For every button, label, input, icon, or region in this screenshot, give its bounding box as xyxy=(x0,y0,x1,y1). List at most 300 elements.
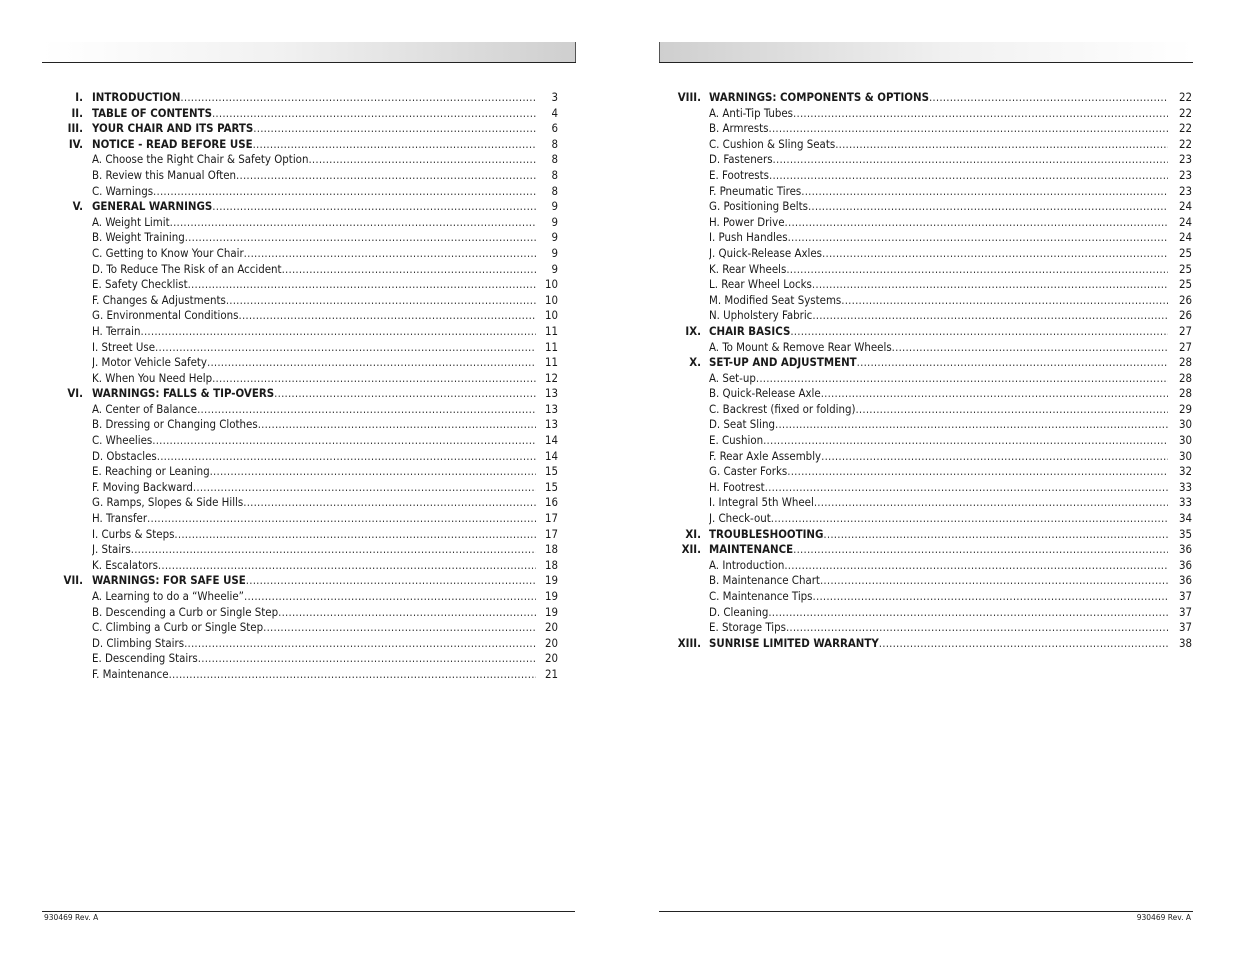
dot-leader xyxy=(212,199,536,215)
header-rule xyxy=(659,62,1193,63)
toc-subsection-entry xyxy=(42,324,558,340)
toc-entry-title: E. Reaching or Leaning xyxy=(92,464,210,479)
toc-entry-title: WARNINGS: FOR SAFE USE xyxy=(92,573,246,588)
toc-page-number: 20 xyxy=(544,620,558,635)
toc-subsection-entry xyxy=(659,495,1192,511)
dot-leader xyxy=(775,417,1168,433)
toc-subsection-entry xyxy=(42,168,558,184)
toc-page-number: 8 xyxy=(551,183,558,198)
dot-leader xyxy=(765,480,1168,496)
toc-page-number: 26 xyxy=(1178,308,1192,323)
toc-entry-title: G. Caster Forks xyxy=(709,464,788,479)
toc-subsection-entry xyxy=(659,371,1192,387)
toc-page-number: 24 xyxy=(1178,199,1192,214)
toc-page-number: 36 xyxy=(1178,573,1192,588)
toc-subsection-entry xyxy=(42,152,558,168)
toc-subsection-entry xyxy=(659,402,1192,418)
toc-entry-title: A. To Mount & Remove Rear Wheels xyxy=(709,339,892,354)
toc-page-number: 20 xyxy=(544,651,558,666)
dot-leader xyxy=(821,449,1168,465)
toc-entry-line xyxy=(92,589,558,605)
dot-leader xyxy=(236,168,536,184)
toc-entry-line xyxy=(92,511,558,527)
toc-entry-line xyxy=(92,449,558,465)
toc-entry-title: K. Rear Wheels xyxy=(709,261,787,276)
footer-rule xyxy=(659,911,1193,912)
toc-entry-line xyxy=(92,340,558,356)
toc-entry-title: J. Stairs xyxy=(92,542,131,557)
toc-entry-title: D. Seat Sling xyxy=(709,417,775,432)
toc-subsection-entry xyxy=(659,464,1192,480)
dot-leader xyxy=(207,355,536,371)
toc-entry-line xyxy=(92,573,558,589)
dot-leader xyxy=(278,605,536,621)
toc-section-entry xyxy=(659,355,1192,371)
dot-leader xyxy=(147,511,536,527)
toc-entry-line xyxy=(709,152,1192,168)
dot-leader xyxy=(243,495,536,511)
toc-subsection-entry xyxy=(42,402,558,418)
toc-entry-line xyxy=(92,137,558,153)
toc-entry-line xyxy=(92,90,558,106)
toc-subsection-entry xyxy=(42,433,558,449)
dot-leader xyxy=(785,215,1168,231)
dot-leader xyxy=(786,620,1168,636)
toc-entry-line xyxy=(92,371,558,387)
toc-entry-line xyxy=(709,308,1192,324)
toc-entry-title: A. Introduction xyxy=(709,557,785,572)
toc-page-number: 11 xyxy=(544,323,558,338)
toc-page-number: 22 xyxy=(1178,90,1192,104)
toc-page-number: 12 xyxy=(544,370,558,385)
toc-entry-title: I. Curbs & Steps xyxy=(92,526,175,541)
dot-leader xyxy=(756,371,1168,387)
toc-entry-title: H. Transfer xyxy=(92,511,148,526)
toc-entry-line xyxy=(709,402,1192,418)
toc-subsection-entry xyxy=(659,199,1192,215)
toc-entry-title: B. Weight Training xyxy=(92,230,185,245)
toc-page-number: 35 xyxy=(1178,526,1192,541)
dot-leader xyxy=(258,417,536,433)
toc-entry-title: TABLE OF CONTENTS xyxy=(92,105,212,120)
toc-section-entry xyxy=(42,90,558,106)
toc-subsection-entry xyxy=(659,152,1192,168)
toc-section-entry xyxy=(42,573,558,589)
toc-page-number: 8 xyxy=(551,136,558,151)
dot-leader xyxy=(170,215,536,231)
dot-leader xyxy=(786,262,1168,278)
toc-subsection-entry xyxy=(42,230,558,246)
toc-subsection-entry xyxy=(659,511,1192,527)
toc-entry-line xyxy=(709,371,1192,387)
dot-leader xyxy=(820,573,1168,589)
toc-subsection-entry xyxy=(42,667,558,683)
toc-entry-line xyxy=(709,137,1192,153)
footer-rule xyxy=(42,911,575,912)
dot-leader xyxy=(184,636,536,652)
toc-entry-line xyxy=(92,433,558,449)
toc-entry-line xyxy=(709,121,1192,137)
toc-entry-title: SUNRISE LIMITED WARRANTY xyxy=(709,635,879,650)
toc-entry-title: L. Rear Wheel Locks xyxy=(709,277,812,292)
toc-entry-title: B. Review this Manual Often xyxy=(92,167,237,182)
toc-entry-line xyxy=(709,495,1192,511)
dot-leader xyxy=(812,308,1168,324)
toc-entry-line xyxy=(709,511,1192,527)
toc-entry-title: G. Positioning Belts xyxy=(709,199,808,214)
toc-entry-title: A. Choose the Right Chair & Safety Option xyxy=(92,152,309,167)
table-of-contents xyxy=(42,90,558,683)
toc-entry-line xyxy=(709,355,1192,371)
toc-entry-title: B. Armrests xyxy=(709,121,769,136)
toc-entry-line xyxy=(92,480,558,496)
dot-leader xyxy=(823,527,1168,543)
toc-entry-title: A. Center of Balance xyxy=(92,401,198,416)
toc-subsection-entry xyxy=(42,215,558,231)
toc-entry-line xyxy=(92,355,558,371)
dot-leader xyxy=(253,121,536,137)
toc-page-number: 18 xyxy=(544,542,558,557)
dot-leader xyxy=(253,137,536,153)
toc-subsection-entry xyxy=(659,573,1192,589)
toc-page-number: 29 xyxy=(1178,401,1192,416)
toc-page-number: 28 xyxy=(1178,386,1192,401)
toc-section-number: VII. xyxy=(63,573,83,588)
toc-entry-line xyxy=(709,605,1192,621)
toc-subsection-entry xyxy=(42,636,558,652)
toc-entry-line xyxy=(709,340,1192,356)
toc-entry-line xyxy=(709,199,1192,215)
toc-page-number: 28 xyxy=(1178,355,1192,370)
toc-subsection-entry xyxy=(659,168,1192,184)
toc-page-number: 38 xyxy=(1178,635,1192,650)
toc-entry-title: G. Environmental Conditions xyxy=(92,308,239,323)
dot-leader xyxy=(768,605,1168,621)
toc-entry-line xyxy=(709,636,1192,652)
toc-entry-title: CHAIR BASICS xyxy=(709,323,791,338)
dot-leader xyxy=(198,651,536,667)
toc-entry-line xyxy=(709,558,1192,574)
toc-section-number: II. xyxy=(71,105,83,120)
toc-entry-line xyxy=(92,527,558,543)
toc-subsection-entry xyxy=(42,355,558,371)
dot-leader xyxy=(841,293,1168,309)
toc-page-number: 20 xyxy=(544,635,558,650)
dot-leader xyxy=(193,480,536,496)
toc-page-number: 13 xyxy=(544,417,558,432)
dot-leader xyxy=(282,262,536,278)
toc-entry-line xyxy=(709,246,1192,262)
toc-page-number: 10 xyxy=(544,308,558,323)
toc-subsection-entry xyxy=(659,215,1192,231)
toc-entry-line xyxy=(709,106,1192,122)
dot-leader xyxy=(174,527,536,543)
toc-subsection-entry xyxy=(42,308,558,324)
dot-leader xyxy=(788,230,1168,246)
toc-page-number: 23 xyxy=(1178,152,1192,167)
toc-page-number: 22 xyxy=(1178,136,1192,151)
toc-page-number: 4 xyxy=(551,105,558,120)
toc-page-number: 9 xyxy=(551,199,558,214)
footer-doc-number: 930469 Rev. A xyxy=(1136,913,1191,922)
toc-subsection-entry xyxy=(42,417,558,433)
toc-page-number: 6 xyxy=(551,121,558,136)
toc-entry-title: C. Maintenance Tips xyxy=(709,589,813,603)
toc-subsection-entry xyxy=(659,121,1192,137)
toc-section-entry xyxy=(42,106,558,122)
toc-entry-line xyxy=(92,168,558,184)
dot-leader xyxy=(244,246,536,262)
toc-subsection-entry xyxy=(659,433,1192,449)
toc-entry-line xyxy=(709,433,1192,449)
toc-page-number: 26 xyxy=(1178,292,1192,307)
toc-entry-line xyxy=(709,480,1192,496)
toc-entry-line xyxy=(92,215,558,231)
toc-subsection-entry xyxy=(659,558,1192,574)
toc-entry-line xyxy=(92,277,558,293)
toc-page-number: 11 xyxy=(544,339,558,354)
toc-entry-title: B. Descending a Curb or Single Step xyxy=(92,604,279,619)
toc-entry-title: B. Maintenance Chart xyxy=(709,573,820,588)
toc-subsection-entry xyxy=(659,386,1192,402)
toc-page-number: 19 xyxy=(544,589,558,603)
toc-page-number: 17 xyxy=(544,526,558,541)
toc-entry-line xyxy=(92,495,558,511)
toc-section-entry xyxy=(42,137,558,153)
toc-page-number: 33 xyxy=(1178,479,1192,494)
toc-entry-line xyxy=(92,308,558,324)
toc-page-number: 9 xyxy=(551,245,558,260)
toc-entry-title: K. When You Need Help xyxy=(92,370,213,385)
toc-page-number: 27 xyxy=(1178,323,1192,338)
toc-entry-line xyxy=(92,293,558,309)
toc-entry-title: J. Check-out xyxy=(709,511,771,526)
toc-entry-line xyxy=(92,402,558,418)
toc-subsection-entry xyxy=(659,106,1192,122)
toc-section-entry xyxy=(42,199,558,215)
toc-entry-line xyxy=(92,605,558,621)
dot-leader xyxy=(152,433,536,449)
toc-entry-title: D. Fasteners xyxy=(709,152,773,167)
toc-entry-line xyxy=(92,417,558,433)
toc-entry-line xyxy=(709,277,1192,293)
toc-page-number: 17 xyxy=(544,511,558,526)
toc-entry-title: C. Getting to Know Your Chair xyxy=(92,245,244,260)
toc-entry-title: E. Footrests xyxy=(709,167,769,182)
dot-leader xyxy=(793,542,1168,558)
toc-subsection-entry xyxy=(659,137,1192,153)
toc-section-entry xyxy=(659,636,1192,652)
toc-page-number: 22 xyxy=(1178,121,1192,136)
toc-subsection-entry xyxy=(659,262,1192,278)
toc-entry-title: D. Climbing Stairs xyxy=(92,635,185,650)
toc-subsection-entry xyxy=(659,308,1192,324)
toc-subsection-entry xyxy=(42,527,558,543)
toc-subsection-entry xyxy=(42,651,558,667)
toc-page-number: 30 xyxy=(1178,448,1192,463)
dot-leader xyxy=(185,230,536,246)
toc-entry-title: C. Wheelies xyxy=(92,433,153,448)
toc-section-entry xyxy=(659,527,1192,543)
toc-page-number: 10 xyxy=(544,277,558,292)
toc-subsection-entry xyxy=(42,293,558,309)
toc-entry-title: A. Anti-Tip Tubes xyxy=(709,105,794,120)
toc-entry-title: J. Quick-Release Axles xyxy=(709,245,823,260)
toc-entry-title: INTRODUCTION xyxy=(92,90,181,104)
dot-leader xyxy=(812,277,1168,293)
toc-section-number: X. xyxy=(689,355,701,370)
toc-entry-title: H. Footrest xyxy=(709,479,765,494)
toc-entry-line xyxy=(92,464,558,480)
toc-entry-line xyxy=(709,573,1192,589)
toc-page-number: 10 xyxy=(544,292,558,307)
toc-entry-title: B. Dressing or Changing Clothes xyxy=(92,417,258,432)
toc-entry-title: TROUBLESHOOTING xyxy=(709,526,824,541)
toc-entry-title: I. Integral 5th Wheel xyxy=(709,495,814,510)
toc-section-number: IX. xyxy=(685,323,701,338)
toc-subsection-entry xyxy=(659,184,1192,200)
toc-entry-line xyxy=(709,90,1192,106)
toc-page-number: 19 xyxy=(544,573,558,588)
toc-entry-line xyxy=(709,293,1192,309)
toc-entry-line xyxy=(92,184,558,200)
toc-page-number: 18 xyxy=(544,557,558,572)
toc-entry-title: WARNINGS: COMPONENTS & OPTIONS xyxy=(709,90,929,104)
toc-page-number: 24 xyxy=(1178,230,1192,245)
toc-page-number: 3 xyxy=(551,90,558,104)
toc-entry-line xyxy=(709,527,1192,543)
dot-leader xyxy=(308,152,536,168)
dot-leader xyxy=(855,402,1168,418)
toc-subsection-entry xyxy=(42,464,558,480)
toc-entry-line xyxy=(92,324,558,340)
toc-entry-title: K. Escalators xyxy=(92,557,158,572)
dot-leader xyxy=(808,199,1168,215)
toc-section-entry xyxy=(659,324,1192,340)
toc-page-number: 30 xyxy=(1178,417,1192,432)
toc-entry-title: SET-UP AND ADJUSTMENT xyxy=(709,355,857,370)
toc-subsection-entry xyxy=(42,495,558,511)
toc-entry-line xyxy=(709,168,1192,184)
toc-entry-title: I. Push Handles xyxy=(709,230,788,245)
toc-subsection-entry xyxy=(42,542,558,558)
toc-page-number: 23 xyxy=(1178,183,1192,198)
dot-leader xyxy=(813,589,1168,605)
toc-page-number: 19 xyxy=(544,604,558,619)
toc-page-number: 33 xyxy=(1178,495,1192,510)
toc-subsection-entry xyxy=(659,589,1192,605)
toc-entry-line xyxy=(92,636,558,652)
table-of-contents xyxy=(659,90,1192,651)
toc-page-number: 28 xyxy=(1178,370,1192,385)
dot-leader xyxy=(157,449,536,465)
dot-leader xyxy=(784,558,1168,574)
toc-entry-title: A. Learning to do a “Wheelie” xyxy=(92,589,244,603)
toc-entry-line xyxy=(709,262,1192,278)
toc-section-number: VI. xyxy=(67,386,83,401)
toc-subsection-entry xyxy=(42,558,558,574)
toc-entry-title: MAINTENANCE xyxy=(709,542,794,557)
toc-entry-line xyxy=(709,215,1192,231)
toc-page-number: 34 xyxy=(1178,511,1192,526)
toc-subsection-entry xyxy=(659,449,1192,465)
toc-entry-line xyxy=(92,230,558,246)
dot-leader xyxy=(769,121,1168,137)
toc-page-number: 11 xyxy=(544,355,558,370)
toc-entry-title: B. Quick-Release Axle xyxy=(709,386,821,401)
toc-entry-line xyxy=(92,558,558,574)
toc-page-number: 8 xyxy=(551,152,558,167)
toc-entry-title: D. Obstacles xyxy=(92,448,157,463)
left-page xyxy=(0,0,617,954)
toc-entry-line xyxy=(709,230,1192,246)
dot-leader xyxy=(180,90,536,106)
toc-page-number: 24 xyxy=(1178,214,1192,229)
toc-entry-line xyxy=(709,620,1192,636)
dot-leader xyxy=(153,184,536,200)
toc-page-number: 37 xyxy=(1178,620,1192,635)
toc-entry-title: E. Safety Checklist xyxy=(92,277,188,292)
toc-entry-title: E. Cushion xyxy=(709,433,764,448)
toc-entry-title: C. Backrest (fixed or folding) xyxy=(709,401,856,416)
toc-entry-line xyxy=(92,667,558,683)
dot-leader xyxy=(155,340,536,356)
toc-entry-line xyxy=(709,449,1192,465)
toc-entry-title: H. Power Drive xyxy=(709,214,785,229)
toc-section-number: III. xyxy=(67,121,83,136)
toc-entry-line xyxy=(709,324,1192,340)
toc-page-number: 14 xyxy=(544,448,558,463)
toc-entry-title: F. Maintenance xyxy=(92,666,169,681)
toc-page-number: 14 xyxy=(544,433,558,448)
toc-entry-line xyxy=(92,246,558,262)
dot-leader xyxy=(771,511,1168,527)
dot-leader xyxy=(801,184,1168,200)
dot-leader xyxy=(169,667,536,683)
toc-subsection-entry xyxy=(42,371,558,387)
dot-leader xyxy=(226,293,536,309)
toc-subsection-entry xyxy=(659,620,1192,636)
toc-entry-line xyxy=(92,152,558,168)
toc-page-number: 25 xyxy=(1178,261,1192,276)
toc-page-number: 32 xyxy=(1178,464,1192,479)
toc-page-number: 36 xyxy=(1178,542,1192,557)
toc-entry-line xyxy=(92,106,558,122)
toc-page-number: 8 xyxy=(551,167,558,182)
toc-page-number: 25 xyxy=(1178,277,1192,292)
toc-entry-title: C. Climbing a Curb or Single Step xyxy=(92,620,264,635)
toc-subsection-entry xyxy=(659,230,1192,246)
dot-leader xyxy=(814,495,1168,511)
toc-entry-line xyxy=(92,121,558,137)
toc-page-number: 15 xyxy=(544,464,558,479)
toc-subsection-entry xyxy=(42,480,558,496)
toc-page-number: 13 xyxy=(544,401,558,416)
toc-page-number: 36 xyxy=(1178,557,1192,572)
toc-page-number: 37 xyxy=(1178,589,1192,603)
toc-page-number: 27 xyxy=(1178,339,1192,354)
toc-entry-title: F. Moving Backward xyxy=(92,479,193,494)
header-bar xyxy=(42,42,576,62)
toc-subsection-entry xyxy=(42,246,558,262)
toc-section-entry xyxy=(42,386,558,402)
toc-entry-title: F. Pneumatic Tires xyxy=(709,183,802,198)
dot-leader xyxy=(246,573,536,589)
dot-leader xyxy=(763,433,1168,449)
dot-leader xyxy=(210,464,536,480)
toc-subsection-entry xyxy=(659,605,1192,621)
footer-doc-number: 930469 Rev. A xyxy=(44,913,99,922)
